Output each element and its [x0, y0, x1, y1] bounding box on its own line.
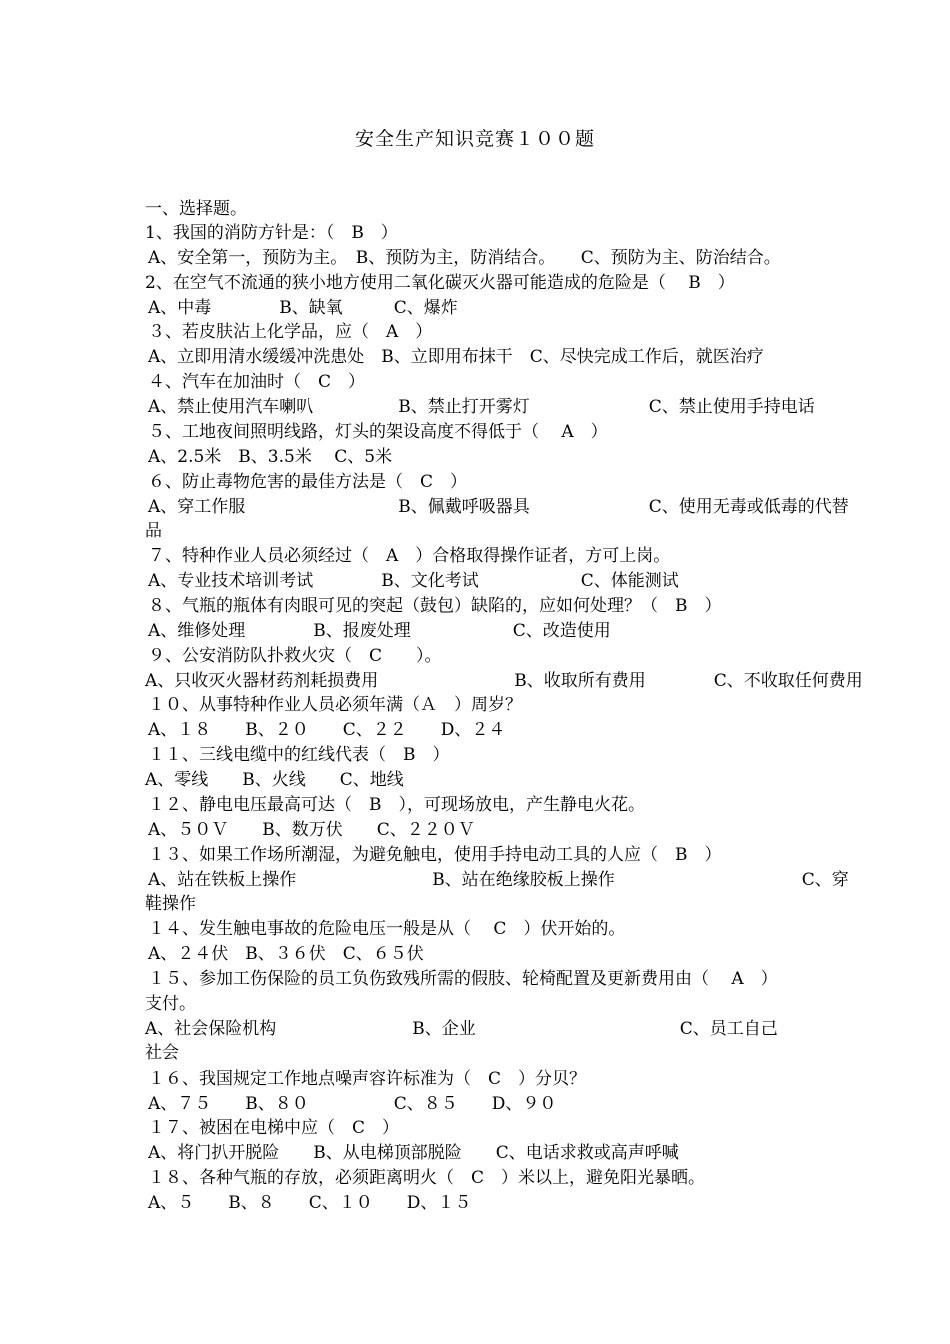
- text-line: A、５０Ｖ B、数万伏 C、２２０Ｖ: [148, 820, 475, 840]
- text-line: A、立即用清水缓缓冲洗患处 B、立即用布抹干 C、尽快完成工作后，就医治疗: [148, 347, 764, 367]
- text-line: ８、气瓶的瓶体有肉眼可见的突起（鼓包）缺陷的，应如何处理？（ B ）: [148, 596, 722, 616]
- text-line: ７、特种作业人员必须经过（ A ）合格取得操作证者，方可上岗。: [148, 546, 671, 566]
- text-line: 一、选择题。: [145, 199, 247, 219]
- text-line: ３、若皮肤沾上化学品，应（ A ）: [148, 322, 433, 342]
- text-line: １３、如果工作场所潮湿，为避免触电，使用手持电动工具的人应（ B ）: [148, 845, 722, 865]
- text-line: １４、发生触电事故的危险电压一般是从（ C ）伏开始的。: [148, 919, 626, 939]
- text-line: 2、在空气不流通的狭小地方使用二氧化碳灭火器可能造成的危险是（ B ）: [145, 273, 735, 293]
- text-line: A、２４伏 B、３６伏 C、６５伏: [148, 944, 424, 964]
- text-line: ５、工地夜间照明线路，灯头的架设高度不得低于（ A ）: [148, 422, 608, 442]
- text-line: A、安全第一，预防为主。 B、预防为主，防消结合。 C、预防为主、防治结合。: [148, 248, 781, 268]
- text-line: ４、汽车在加油时（ C ）: [148, 372, 366, 392]
- text-line: A、５ B、８ C、１０ D、１５: [148, 1193, 472, 1213]
- text-line: A、禁止使用汽车喇叭 B、禁止打开雾灯 C、禁止使用手持电话: [148, 397, 815, 417]
- text-line: ９、公安消防队扑救火灾（ C ）。: [148, 646, 442, 666]
- text-line: A、零线 B、火线 C、地线: [145, 770, 404, 790]
- text-line: A、将门扒开脱险 B、从电梯顶部脱险 C、电话求救或高声呼喊: [148, 1143, 679, 1163]
- text-line: ６、防止毒物危害的最佳方法是（ C ）: [148, 472, 468, 492]
- text-line: 鞋操作: [145, 894, 196, 914]
- text-line: １６、我国规定工作地点噪声容许标准为（ C ）分贝？: [148, 1069, 587, 1089]
- text-line: １０、从事特种作业人员必须年满（Ａ ）周岁？: [148, 695, 522, 715]
- text-line: A、2.5米 B、3.5米 C、5米: [148, 447, 393, 467]
- text-line: A、１８ B、２０ C、２２ D、２４: [148, 720, 506, 740]
- text-line: １２、静电电压最高可达（ B ），可现场放电，产生静电火花。: [148, 795, 645, 815]
- text-line: 社会: [145, 1043, 179, 1063]
- text-line: 品: [145, 521, 162, 541]
- document-title: 安全生产知识竞赛１００题: [354, 128, 595, 150]
- text-line: A、中毒 B、缺氧 C、爆炸: [148, 298, 458, 318]
- text-line: １７、被困在电梯中应（ C ）: [148, 1118, 400, 1138]
- text-line: １５、参加工伤保险的员工负伤致残所需的假肢、轮椅配置及更新费用由（ A ）: [148, 969, 778, 989]
- text-line: １８、各种气瓶的存放，必须距离明火（ C ）米以上，避免阳光暴晒。: [148, 1168, 706, 1188]
- text-line: A、只收灭火器材药剂耗损费用 B、收取所有费用 C、不收取任何费用: [145, 671, 863, 691]
- text-line: 支付。: [145, 994, 196, 1014]
- text-line: A、社会保险机构 B、企业 C、员工自己: [145, 1019, 778, 1039]
- text-line: A、穿工作服 B、佩戴呼吸器具 C、使用无毒或低毒的代替: [148, 497, 849, 517]
- text-line: １１、三线电缆中的红线代表（ B ）: [148, 745, 450, 765]
- text-line: 1、我国的消防方针是：（ B ）: [145, 223, 398, 243]
- text-line: A、７５ B、８０ C、８５ D、９０: [148, 1094, 557, 1114]
- text-line: A、维修处理 B、报废处理 C、改造使用: [148, 621, 611, 641]
- text-line: A、专业技术培训考试 B、文化考试 C、体能测试: [148, 571, 679, 591]
- text-line: A、站在铁板上操作 B、站在绝缘胶板上操作 C、穿: [148, 870, 849, 890]
